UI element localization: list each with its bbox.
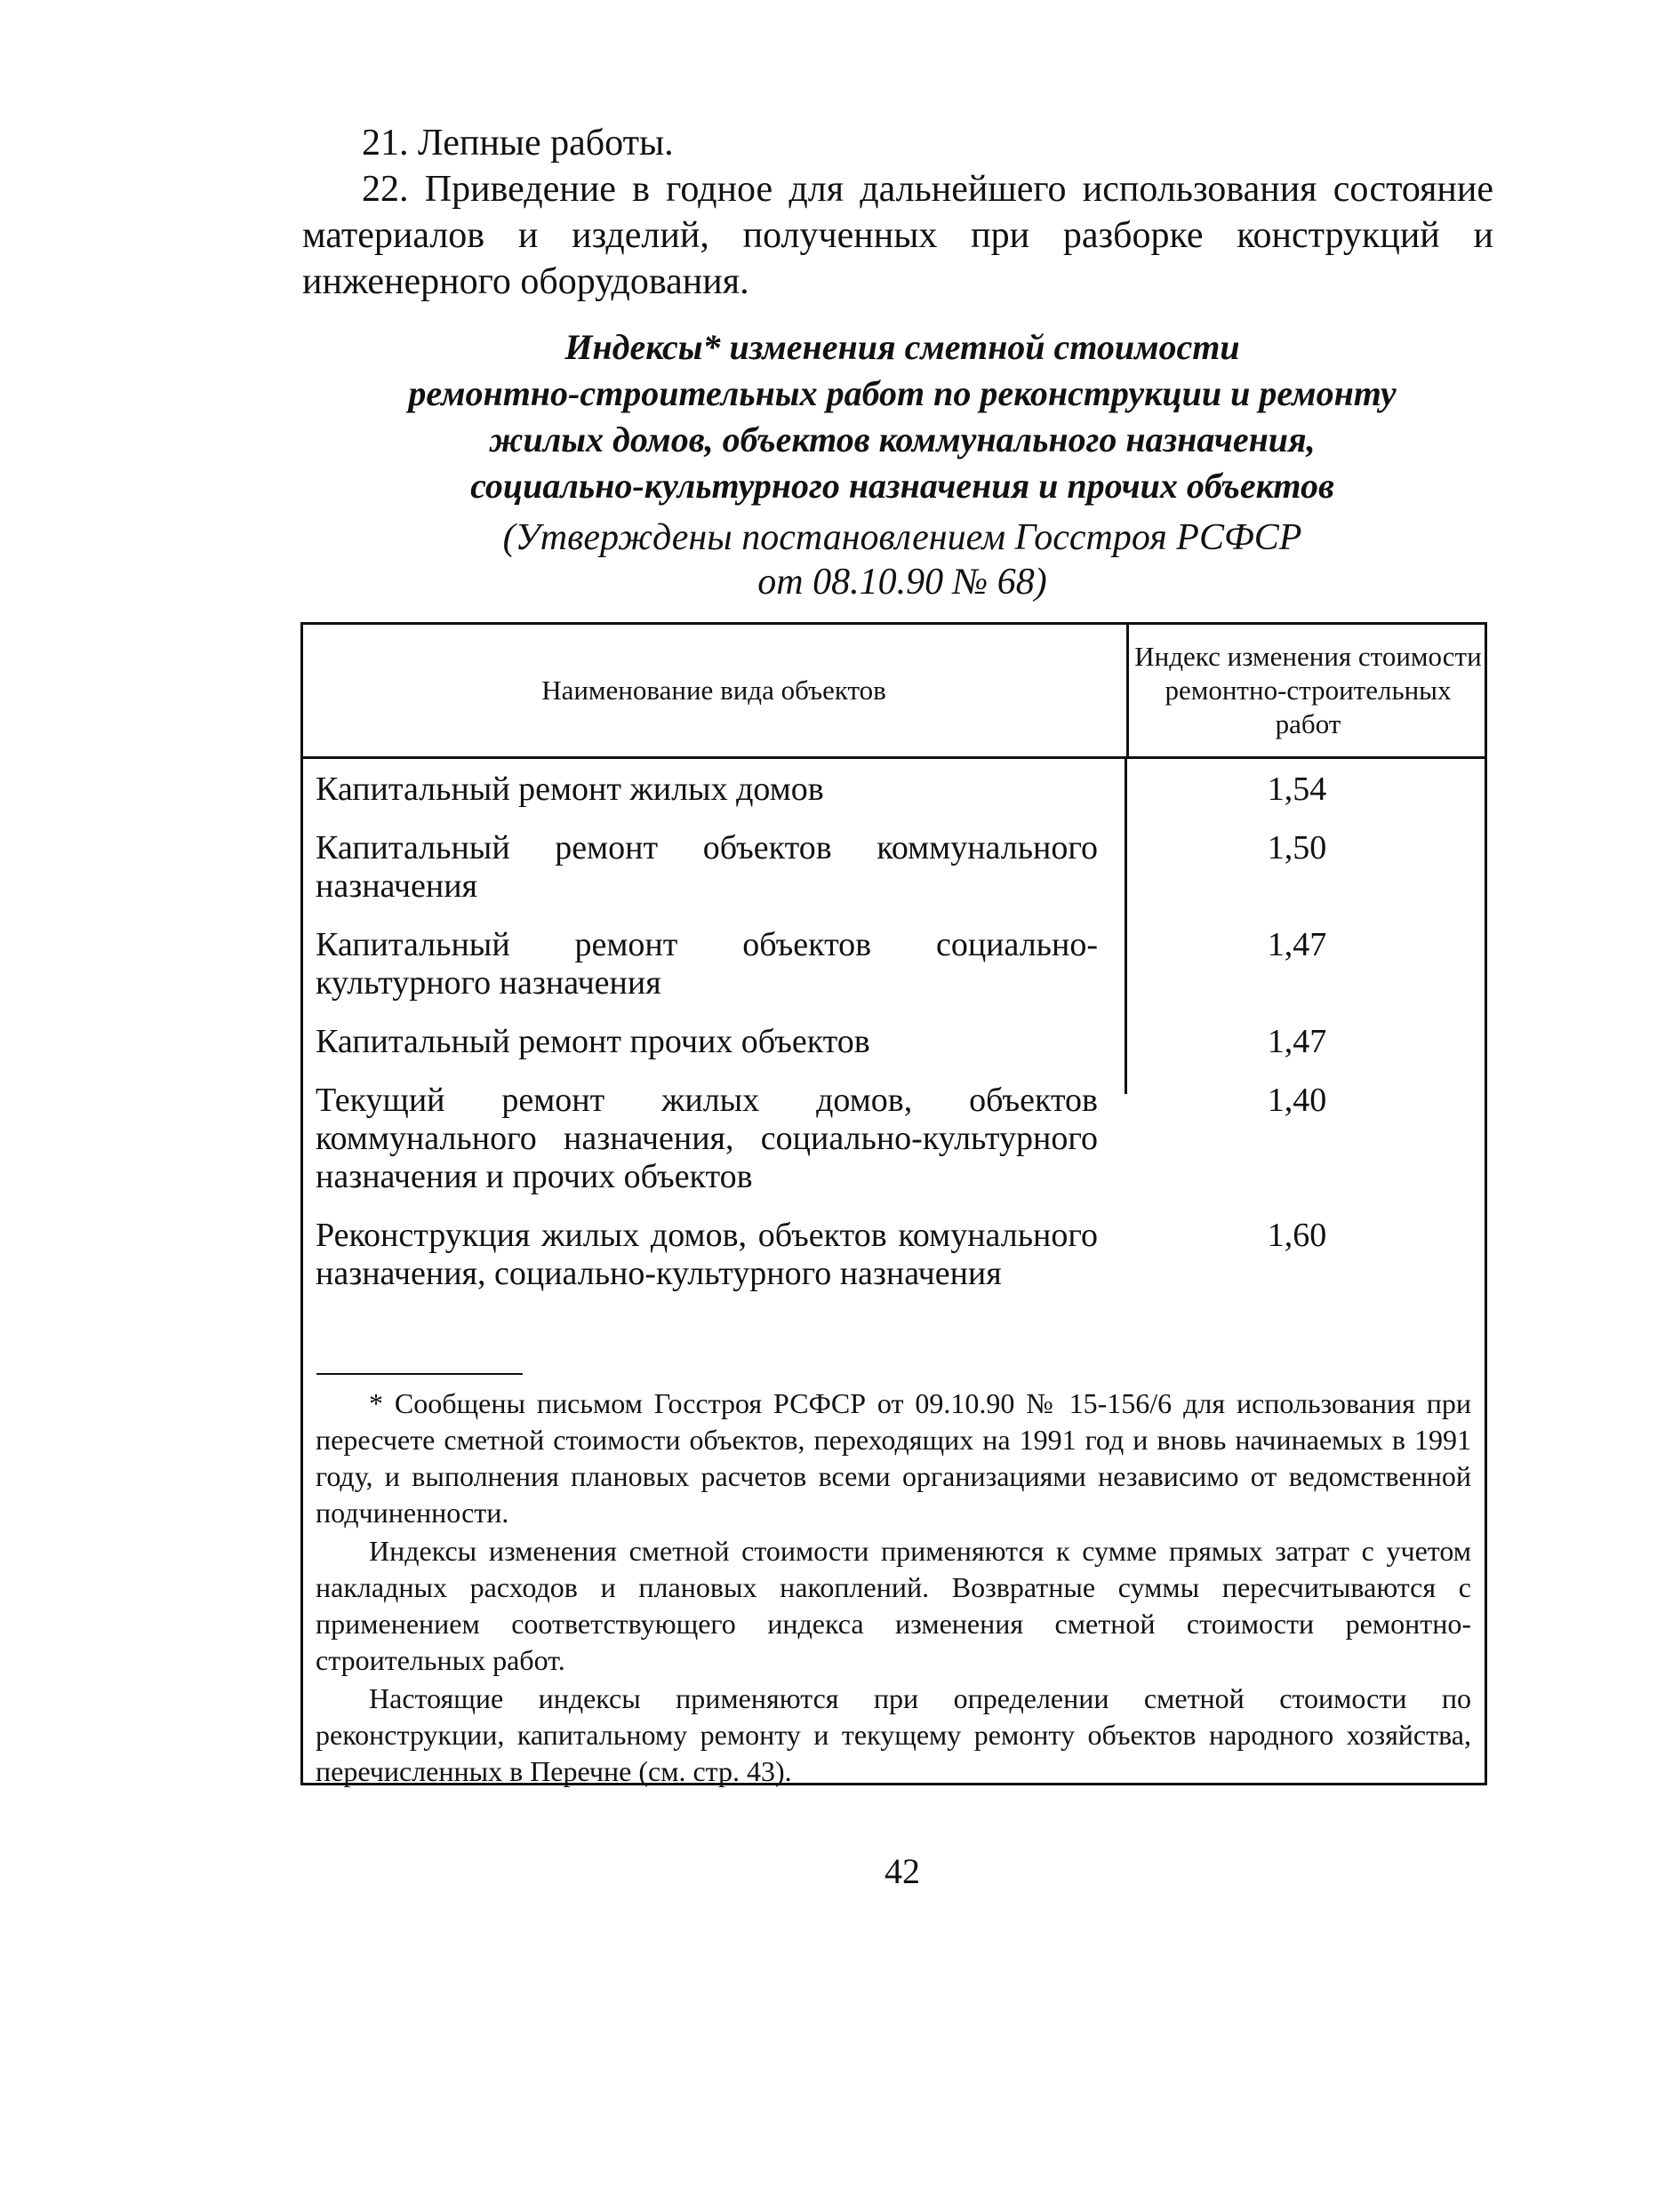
header-cost-index: Индекс изменения стоимости ремонтно-строительных работ — [1126, 625, 1487, 756]
footnote-3: Настоящие индексы применяются при определении сметной стоимости по реконструкции, капитальному ремонту и текущему ремонту объектов народного хозяйства, перечисленных в Перечне (см. стр. 43). — [316, 1682, 1471, 1787]
table-header — [303, 625, 1485, 759]
row-object-type: Реконструкция жилых домов, объектов комунального назначения, социально-культурного назначения — [316, 1217, 1098, 1292]
row-index-value: 1,54 — [1267, 771, 1327, 808]
title-line: социально-культурного назначения и прочих объектов — [470, 466, 1334, 506]
approval-note — [293, 515, 1511, 604]
title-line: ремонтно-строительных работ по реконструкции и ремонту — [408, 373, 1397, 413]
table-row — [303, 829, 1485, 906]
title-line: Индексы* изменения сметной стоимости — [564, 327, 1240, 367]
table-row — [303, 1023, 1485, 1061]
approval-line: (Утверждены постановлением Госстроя РСФСР — [502, 517, 1302, 558]
table-row — [303, 1217, 1485, 1293]
row-index-value: 1,40 — [1267, 1082, 1327, 1119]
footnote-2: Индексы изменения сметной стоимости применяются к сумме прямых затрат с учетом накладных расходов и плановых накоплений. Возвратные суммы пересчитываются с применением соответствующего индекса изменения сметной стоимости ремонтно-строительных работ. — [316, 1535, 1471, 1676]
header-object-type: Наименование вида объектов — [541, 675, 886, 706]
row-index-value: 1,60 — [1267, 1217, 1327, 1254]
footnotes — [316, 1385, 1471, 1790]
row-object-type: Капитальный ремонт жилых домов — [316, 771, 824, 808]
index-table-frame — [300, 622, 1487, 1785]
document-title — [293, 324, 1511, 509]
approval-line: от 08.10.90 № 68) — [757, 562, 1047, 603]
row-object-type: Капитальный ремонт объектов коммунального назначения — [316, 829, 1098, 905]
list-item-21: 21. Лепные работы. — [362, 123, 674, 164]
table-row — [303, 771, 1485, 809]
row-index-value: 1,50 — [1267, 829, 1327, 866]
row-index-value: 1,47 — [1267, 1023, 1327, 1060]
row-object-type: Капитальный ремонт объектов социально-культурного назначения — [316, 926, 1098, 1002]
row-index-value: 1,47 — [1267, 926, 1327, 963]
row-object-type: Текущий ремонт жилых домов, объектов коммунального назначения, социально-культурного назначения и прочих объектов — [316, 1082, 1098, 1195]
table-row — [303, 1082, 1485, 1196]
table-row — [303, 926, 1485, 1002]
page-number: 42 — [885, 1851, 920, 1891]
footnote-divider — [316, 1373, 523, 1375]
title-line: жилых домов, объектов коммунального назначения, — [489, 419, 1316, 459]
footnote-1: * Сообщены письмом Госстроя РСФСР от 09.10.90 № 15-156/6 для использования при пересчете сметной стоимости объектов, переходящих на 1991 год и вновь начинаемых в 1991 году, и выполнения плановых расчетов всеми организациями независимо от ведомственной подчиненности. — [316, 1387, 1471, 1529]
row-object-type: Капитальный ремонт прочих объектов — [316, 1023, 870, 1060]
list-item-22: 22. Приведение в годное для дальнейшего использования состояние материалов и изделий, полученных при разборке конструкций и инженерного оборудования. — [302, 169, 1493, 302]
intro-text — [302, 120, 1493, 305]
table-body — [303, 756, 1485, 1293]
